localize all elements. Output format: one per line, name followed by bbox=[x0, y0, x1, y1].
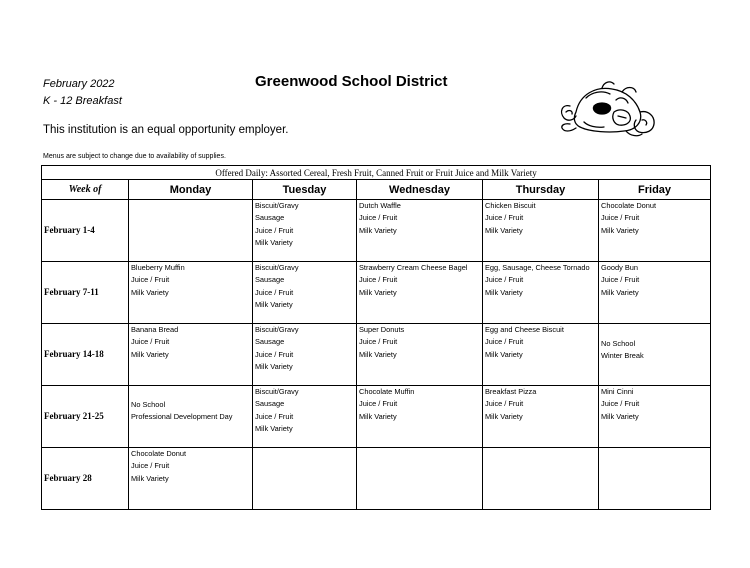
menu-item: Super Donuts bbox=[359, 325, 405, 334]
menu-item: Egg and Cheese Biscuit bbox=[485, 325, 564, 334]
menu-cell-tuesday bbox=[253, 386, 357, 448]
menu-item: Milk Variety bbox=[131, 287, 169, 297]
menu-cell-tuesday bbox=[253, 200, 357, 262]
menu-cell-wednesday bbox=[357, 448, 483, 510]
menu-item: Juice / Fruit bbox=[601, 275, 640, 285]
table-row bbox=[42, 324, 711, 386]
menu-item: Juice / Fruit bbox=[601, 399, 640, 409]
table-row bbox=[42, 200, 711, 262]
menu-cell-monday bbox=[129, 262, 253, 324]
menu-cell-thursday bbox=[483, 448, 599, 510]
menu-item: Sausage bbox=[255, 337, 285, 347]
menu-cell-monday bbox=[129, 448, 253, 510]
menu-item: Biscuit/Gravy bbox=[255, 263, 299, 272]
menu-item: Juice / Fruit bbox=[255, 225, 294, 235]
menu-cell-friday bbox=[599, 386, 711, 448]
menu-cell-thursday bbox=[483, 262, 599, 324]
menu-item: Milk Variety bbox=[255, 424, 293, 434]
menu-item: Banana Bread bbox=[131, 325, 179, 334]
menu-item: Milk Variety bbox=[601, 287, 639, 297]
menu-item: Milk Variety bbox=[359, 411, 397, 421]
menu-item: Juice / Fruit bbox=[485, 275, 524, 285]
menu-item: Chocolate Muffin bbox=[359, 387, 415, 396]
menu-item: Mini Cinni bbox=[601, 387, 634, 396]
menu-item: Juice / Fruit bbox=[131, 461, 170, 471]
menu-item: Milk Variety bbox=[255, 362, 293, 372]
week-label: February 14-18 bbox=[42, 324, 129, 386]
menu-item: Juice / Fruit bbox=[359, 399, 398, 409]
menu-item: Winter Break bbox=[601, 351, 644, 361]
breakfast-menu-table bbox=[41, 165, 711, 510]
table-row bbox=[42, 448, 711, 510]
menu-grades: K - 12 Breakfast bbox=[43, 95, 122, 107]
menu-item: Juice / Fruit bbox=[601, 213, 640, 223]
menu-cell-thursday bbox=[483, 386, 599, 448]
menu-item: Milk Variety bbox=[359, 349, 397, 359]
menu-cell-friday bbox=[599, 200, 711, 262]
day-header-monday: Monday bbox=[129, 180, 253, 200]
day-header-wednesday: Wednesday bbox=[357, 180, 483, 200]
equal-opportunity-statement: This institution is an equal opportunity employer. bbox=[43, 124, 289, 136]
menu-cell-monday bbox=[129, 200, 253, 262]
menu-cell-wednesday bbox=[357, 324, 483, 386]
menu-item: Egg, Sausage, Cheese Tornado bbox=[485, 263, 590, 272]
menu-cell-tuesday bbox=[253, 324, 357, 386]
menu-item: Chocolate Donut bbox=[131, 449, 187, 458]
offered-daily-banner: Offered Daily: Assorted Cereal, Fresh Fruit, Canned Fruit or Fruit Juice and Milk Variety bbox=[42, 166, 711, 180]
menu-item: Juice / Fruit bbox=[255, 349, 294, 359]
week-of-header: Week of bbox=[42, 180, 129, 200]
menu-cell-tuesday bbox=[253, 448, 357, 510]
day-header-thursday: Thursday bbox=[483, 180, 599, 200]
menu-item: Chicken Biscuit bbox=[485, 201, 536, 210]
menu-cell-friday bbox=[599, 262, 711, 324]
menu-cell-friday bbox=[599, 324, 711, 386]
menu-item: Sausage bbox=[255, 275, 285, 285]
menu-item: Juice / Fruit bbox=[131, 337, 170, 347]
menu-change-note: Menus are subject to change due to availability of supplies. bbox=[43, 153, 226, 160]
table-row bbox=[42, 262, 711, 324]
menu-item: Milk Variety bbox=[131, 349, 169, 359]
bulldog-mascot-icon bbox=[556, 76, 660, 140]
menu-item: Juice / Fruit bbox=[359, 213, 398, 223]
district-title: Greenwood School District bbox=[255, 73, 448, 90]
menu-item: Juice / Fruit bbox=[485, 213, 524, 223]
menu-item: Juice / Fruit bbox=[359, 275, 398, 285]
menu-item: Biscuit/Gravy bbox=[255, 387, 299, 396]
menu-item: Juice / Fruit bbox=[255, 287, 294, 297]
menu-item: Breakfast Pizza bbox=[485, 387, 537, 396]
menu-item: Biscuit/Gravy bbox=[255, 201, 299, 210]
menu-item: Goody Bun bbox=[601, 263, 638, 272]
menu-item: Juice / Fruit bbox=[255, 411, 294, 421]
menu-cell-wednesday bbox=[357, 200, 483, 262]
menu-item: Milk Variety bbox=[485, 225, 523, 235]
menu-cell-friday bbox=[599, 448, 711, 510]
menu-item: Blueberry Muffin bbox=[131, 263, 185, 272]
menu-cell-wednesday bbox=[357, 386, 483, 448]
menu-cell-thursday bbox=[483, 200, 599, 262]
menu-item: Juice / Fruit bbox=[359, 337, 398, 347]
menu-item: Milk Variety bbox=[485, 349, 523, 359]
menu-item: Juice / Fruit bbox=[485, 399, 524, 409]
menu-item: Milk Variety bbox=[485, 287, 523, 297]
menu-item: Strawberry Cream Cheese Bagel bbox=[359, 263, 468, 272]
menu-item: No School bbox=[601, 339, 636, 348]
day-header-friday: Friday bbox=[599, 180, 711, 200]
week-label: February 28 bbox=[42, 448, 129, 510]
menu-cell-tuesday bbox=[253, 262, 357, 324]
menu-item: Sausage bbox=[255, 213, 285, 223]
menu-month: February 2022 bbox=[43, 78, 115, 90]
menu-item: Professional Development Day bbox=[131, 412, 233, 422]
week-label: February 1-4 bbox=[42, 200, 129, 262]
menu-item: Juice / Fruit bbox=[131, 275, 170, 285]
week-label: February 7-11 bbox=[42, 262, 129, 324]
menu-item: Milk Variety bbox=[601, 411, 639, 421]
menu-item: Biscuit/Gravy bbox=[255, 325, 299, 334]
menu-item: Dutch Waffle bbox=[359, 201, 401, 210]
menu-item: Milk Variety bbox=[255, 300, 293, 310]
week-label: February 21-25 bbox=[42, 386, 129, 448]
menu-item: Milk Variety bbox=[255, 238, 293, 248]
menu-cell-thursday bbox=[483, 324, 599, 386]
menu-item: Milk Variety bbox=[485, 411, 523, 421]
menu-item: Milk Variety bbox=[601, 225, 639, 235]
menu-item: Sausage bbox=[255, 399, 285, 409]
menu-item: Chocolate Donut bbox=[601, 201, 657, 210]
menu-cell-wednesday bbox=[357, 262, 483, 324]
menu-item: Milk Variety bbox=[359, 225, 397, 235]
menu-item: No School bbox=[131, 400, 166, 409]
day-header-tuesday: Tuesday bbox=[253, 180, 357, 200]
menu-item: Milk Variety bbox=[359, 287, 397, 297]
menu-cell-monday bbox=[129, 324, 253, 386]
menu-item: Juice / Fruit bbox=[485, 337, 524, 347]
table-row bbox=[42, 386, 711, 448]
menu-item: Milk Variety bbox=[131, 473, 169, 483]
menu-cell-monday bbox=[129, 386, 253, 448]
